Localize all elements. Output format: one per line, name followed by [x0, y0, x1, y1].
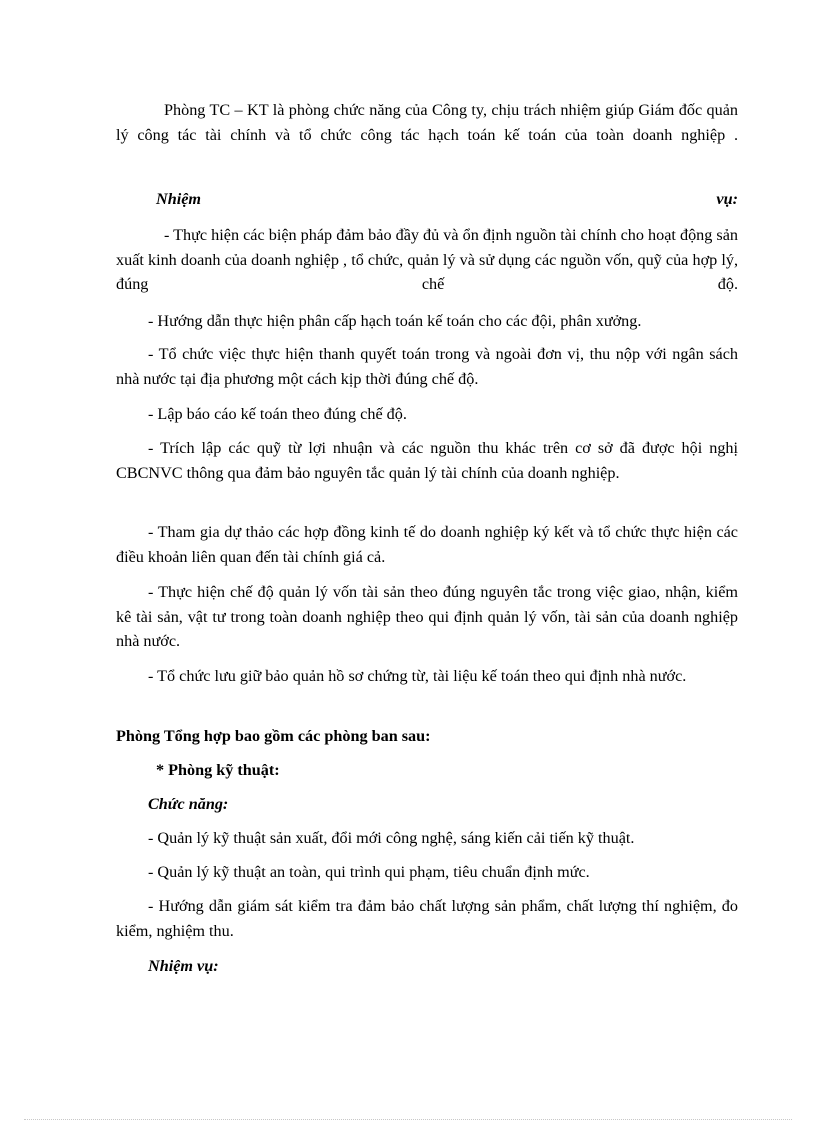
function-heading: Chức năng:	[148, 795, 229, 813]
duty-item-2: - Hướng dẫn thực hiện phân cấp hạch toán kế toán cho các đội, phân xưởng.	[148, 312, 642, 330]
duty-item-8: - Tổ chức lưu giữ bảo quản hồ sơ chứng từ, tài liệu kế toán theo qui định nhà nước.	[148, 667, 687, 685]
duties-heading-left: Nhiệm	[156, 190, 201, 208]
page-bottom-divider	[24, 1119, 792, 1120]
duty-item-6: - Tham gia dự thảo các hợp đồng kinh tế do doanh nghiệp ký kết và tổ chức thực hiện các điều khoản liên quan đến tài chính giá cả.	[116, 523, 738, 566]
duties-heading-right: vụ:	[716, 190, 738, 208]
function-item-2: - Quản lý kỹ thuật an toàn, qui trình qui phạm, tiêu chuẩn định mức.	[148, 863, 590, 881]
duties-heading-2: Nhiệm vụ:	[148, 957, 219, 975]
duty-item-5: - Trích lập các quỹ từ lợi nhuận và các nguồn thu khác trên cơ sở đã được hội nghị CBCNVC thông qua đảm bảo nguyên tắc quản lý tài chính của doanh nghiệp.	[116, 439, 738, 482]
function-item-3: - Hướng dẫn giám sát kiểm tra đảm bảo chất lượng sản phẩm, chất lượng thí nghiệm, đo kiểm, nghiệm thu.	[116, 897, 738, 940]
duty-item-4: - Lập báo cáo kế toán theo đúng chế độ.	[148, 405, 407, 423]
duties-heading	[116, 187, 738, 212]
duty-item-7: - Thực hiện chế độ quản lý vốn tài sản theo đúng nguyên tắc trong việc giao, nhận, kiểm kê tài sản, vật tư trong toàn doanh nghiệp theo qui định quản lý vốn, tài sản của doanh nghiệp nhà nước.	[116, 583, 738, 650]
technical-department-heading: * Phòng kỹ thuật:	[156, 761, 280, 779]
intro-paragraph: Phòng TC – KT là phòng chức năng của Công ty, chịu trách nhiệm giúp Giám đốc quản lý công tác tài chính và tổ chức công tác hạch toán kế toán của toàn doanh nghiệp .	[116, 101, 738, 144]
duty-item-3: - Tổ chức việc thực hiện thanh quyết toán trong và ngoài đơn vị, thu nộp với ngân sách nhà nước tại địa phương một cách kịp thời đúng chế độ.	[116, 345, 738, 388]
duty-item-1: - Thực hiện các biện pháp đảm bảo đầy đủ và ổn định nguồn tài chính cho hoạt động sản xuất kinh doanh của doanh nghiệp , tổ chức, quản lý và sử dụng các nguồn vốn, quỹ của hợp lý, đúng chế độ.	[116, 226, 738, 293]
function-item-1: - Quản lý kỹ thuật sản xuất, đổi mới công nghệ, sáng kiến cải tiến kỹ thuật.	[148, 829, 635, 847]
general-departments-heading: Phòng Tổng hợp bao gồm các phòng ban sau:	[116, 727, 431, 745]
